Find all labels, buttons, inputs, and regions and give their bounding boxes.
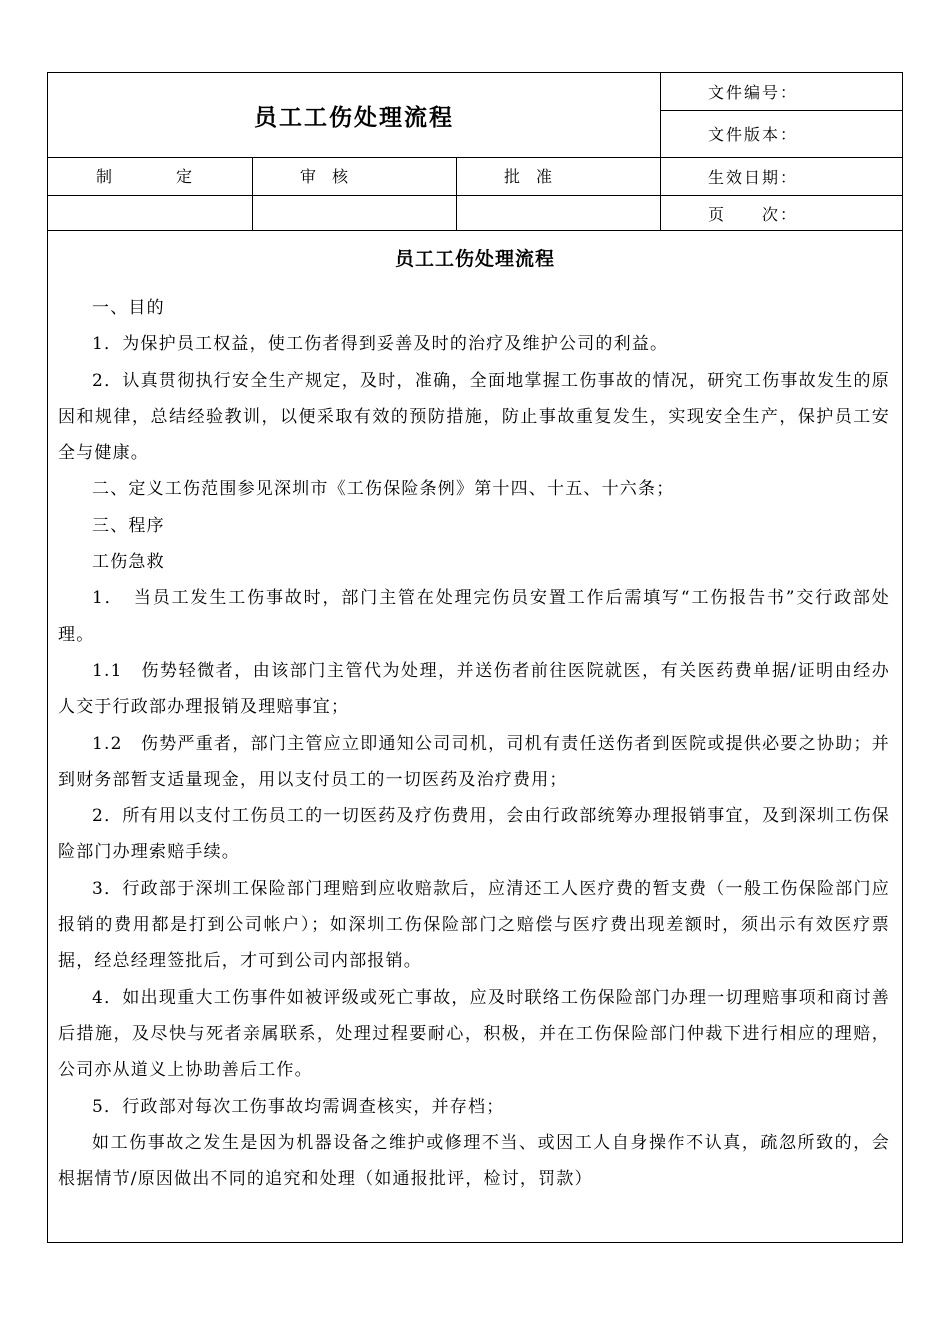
- approve-label: 批 准: [504, 167, 553, 186]
- procedure-text: [58, 290, 890, 1197]
- body-title: 员工工伤处理流程: [394, 248, 555, 270]
- doc-version-label: 文件版本：: [708, 125, 799, 144]
- paragraph: 三、程序: [92, 515, 165, 536]
- divider: [660, 73, 661, 230]
- prepare-label: 制 定: [96, 167, 193, 186]
- divider: [252, 157, 253, 230]
- paragraph: 二、定义工伤范围参见深圳市《工伤保险条例》第十四、十五、十六条；: [92, 479, 675, 500]
- doc-number-label: 文件编号：: [708, 83, 799, 102]
- paragraph: 工伤急救: [92, 552, 165, 573]
- paragraph: 1.2 伤势严重者，部门主管应立即通知公司司机，司机有责任送伤者到医院或提供必要之协助；并到财务部暂支适量现金，用以支付员工的一切医药及治疗费用；: [58, 733, 890, 790]
- header-table: [47, 72, 903, 231]
- paragraph: 5．行政部对每次工伤事故均需调查核实，并存档；: [92, 1096, 505, 1117]
- divider: [48, 157, 903, 158]
- divider: [48, 195, 903, 196]
- review-label: 审 核: [300, 167, 349, 186]
- paragraph: 1.1 伤势轻微者，由该部门主管代为处理，并送伤者前往医院就医，有关医药费单据/证明由经办人交于行政部办理报销及理赔事宜；: [58, 660, 890, 718]
- paragraph: 1． 当员工发生工伤事故时，部门主管在处理完伤员安置工作后需填写“工伤报告书”交行政部处理。: [58, 588, 890, 645]
- paragraph: 4．如出现重大工伤事件如被评级或死亡事故，应及时联络工伤保险部门办理一切理赔事项和商讨善后措施，及尽快与死者亲属联系，处理过程要耐心，积极，并在工伤保险部门仲裁下进行相应的理赔，公司亦从道义上协助善后工作。: [58, 987, 890, 1081]
- divider: [456, 157, 457, 230]
- paragraph: 3．行政部于深圳工保险部门理赔到应收赔款后，应清还工人医疗费的暂支费（一般工伤保险部门应报销的费用都是打到公司帐户）；如深圳工伤保险部门之赔偿与医疗费出现差额时，须出示有效医疗票据，经总经理签批后，才可到公司内部报销。: [58, 878, 890, 972]
- paragraph: 1．为保护员工权益，使工伤者得到妥善及时的治疗及维护公司的利益。: [92, 334, 669, 355]
- paragraph: 一、目的: [92, 298, 165, 318]
- paragraph: 2．认真贯彻执行安全生产规定，及时，准确，全面地掌握工伤事故的情况，研究工伤事故发生的原因和规律，总结经验教训，以便采取有效的预防措施，防止事故重复发生，实现安全生产，保护员工安全与健康。: [58, 370, 890, 464]
- paragraph: 2．所有用以支付工伤员工的一切医药及疗伤费用，会由行政部统筹办理报销事宜，及到深圳工伤保险部门办理索赔手续。: [58, 806, 890, 863]
- effective-date-label: 生效日期：: [708, 168, 799, 187]
- page-label: 页 次：: [708, 205, 799, 224]
- divider: [660, 110, 903, 111]
- paragraph: 如工伤事故之发生是因为机器设备之维护或修理不当、或因工人自身操作不认真，疏忽所致的，会根据情节/原因做出不同的追究和处理（如通报批评，检讨，罚款）: [58, 1132, 890, 1190]
- document-title: 员工工伤处理流程: [254, 103, 454, 131]
